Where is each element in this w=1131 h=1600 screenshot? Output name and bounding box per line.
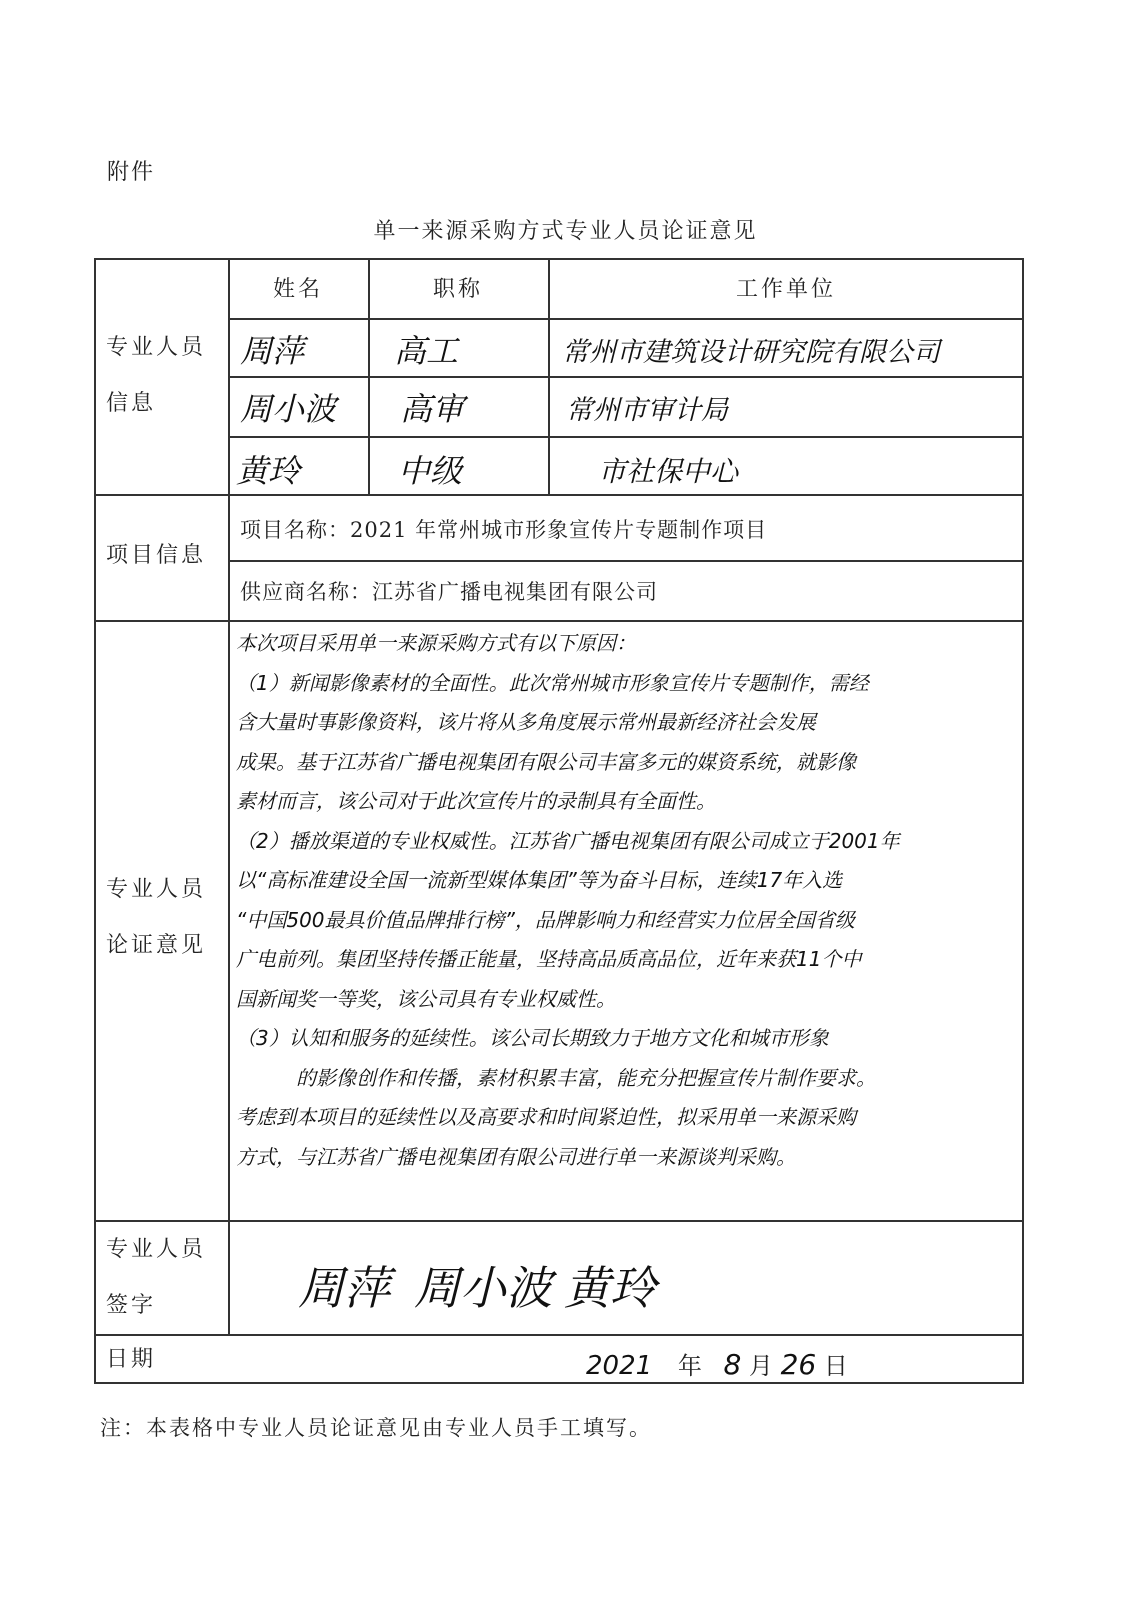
divider [228, 436, 1024, 438]
opinion-line: （2）播放渠道的专业权威性。江苏省广播电视集团有限公司成立于2001年 [236, 828, 900, 853]
divider [94, 1220, 1024, 1222]
opinion-line: 考虑到本项目的延续性以及高要求和时间紧迫性，拟采用单一来源采购 [236, 1105, 856, 1129]
project-name: 项目名称：2021 年常州城市形象宣传片专题制作项目 [240, 518, 768, 542]
person-unit: 常州市建筑设计研究院有限公司 [562, 337, 940, 368]
opinion-line: 本次项目采用单一来源采购方式有以下原因： [236, 631, 636, 655]
opinion-line: “中国500最具价值品牌排行榜”，品牌影响力和经营实力位居全国省级 [236, 907, 855, 932]
page-title: 单一来源采购方式专业人员论证意见 [373, 219, 758, 244]
personnel-section-label: 专业人员 信息 [106, 335, 207, 416]
opinion-line: 成果。基于江苏省广播电视集团有限公司丰富多元的媒资系统，就影像 [236, 749, 856, 774]
date-value [586, 1346, 848, 1381]
opinion-line: （1）新闻影像素材的全面性。此次常州城市形象宣传片专题制作，需经 [236, 670, 869, 695]
date-label: 日期 [106, 1347, 157, 1372]
opinion-line: 国新闻奖一等奖，该公司具有专业权威性。 [236, 986, 616, 1011]
signature-2: 周小波 [414, 1261, 552, 1315]
attachment-label: 附件 [107, 160, 156, 185]
opinion-line: 含大量时事影像资料，该片将从多角度展示常州最新经济社会发展 [236, 710, 816, 734]
opinion-line: 的影像创作和传播，素材积累丰富，能充分把握宣传片制作要求。 [236, 1065, 876, 1090]
divider [94, 1334, 1024, 1336]
opinion-line: 广电前列。集团坚持传播正能量，坚持高品质高品位，近年来获11个中 [236, 947, 862, 971]
date-month: 8 [723, 1348, 742, 1381]
person-unit: 常州市审计局 [566, 395, 728, 426]
person-title: 高工 [394, 332, 459, 370]
divider [94, 620, 1024, 622]
date-day: 26 [780, 1348, 817, 1381]
date-month-unit: 月 [748, 1352, 773, 1380]
signature-section-label: 专业人员 签字 [106, 1237, 207, 1318]
date-year: 2021 [586, 1351, 653, 1381]
divider [94, 494, 1024, 496]
person-name: 周小波 [240, 390, 337, 428]
header-unit: 工作单位 [735, 277, 836, 302]
header-name: 姓名 [272, 277, 323, 302]
supplier-name: 供应商名称：江苏省广播电视集团有限公司 [240, 580, 658, 604]
opinion-section-label: 专业人员 论证意见 [106, 877, 207, 958]
person-title: 高审 [400, 390, 465, 428]
divider [228, 318, 1024, 320]
opinion-text [236, 624, 1016, 1177]
person-unit: 市社保中心 [598, 455, 739, 488]
project-section-label: 项目信息 [106, 543, 207, 568]
opinion-line: 以“高标准建设全国一流新型媒体集团”等为奋斗目标，连续17年入选 [236, 868, 843, 892]
opinion-line: 素材而言，该公司对于此次宣传片的录制具有全面性。 [236, 789, 716, 813]
date-day-unit: 日 [823, 1352, 848, 1380]
date-year-unit: 年 [677, 1352, 702, 1380]
person-name: 周萍 [240, 332, 305, 370]
header-title: 职称 [432, 277, 483, 302]
footnote: 注：本表格中专业人员论证意见由专业人员手工填写。 [100, 1416, 652, 1440]
signature-3: 黄玲 [564, 1261, 656, 1315]
signature-1: 周萍 [298, 1261, 390, 1315]
divider [228, 376, 1024, 378]
opinion-line: 方式，与江苏省广播电视集团有限公司进行单一来源谈判采购。 [236, 1144, 796, 1169]
divider [228, 258, 230, 1334]
divider [228, 560, 1024, 562]
person-name: 黄玲 [236, 452, 301, 490]
opinion-line: （3）认知和服务的延续性。该公司长期致力于地方文化和城市形象 [236, 1026, 829, 1050]
person-title: 中级 [398, 452, 463, 490]
